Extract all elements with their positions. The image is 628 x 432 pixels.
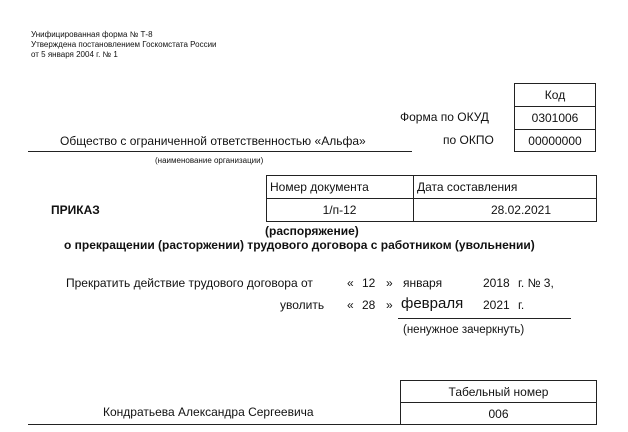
termination-month: января	[403, 276, 443, 290]
termination-quote-open: «	[347, 276, 354, 290]
order-subject: о прекращении (расторжении) трудового договора с работником (увольнении)	[64, 238, 535, 252]
organization-name: Общество с ограниченной ответственностью «Альфа»	[60, 134, 366, 148]
employee-name-underline	[28, 424, 400, 425]
termination-year-suffix: г. № 3,	[518, 276, 554, 290]
employee-name: Кондратьева Александра Сергеевича	[103, 405, 314, 419]
doc-date: 28.02.2021	[490, 203, 551, 217]
okud-value: 0301006	[531, 111, 579, 125]
dismiss-label: уволить	[280, 298, 325, 312]
form-approval-line: Утверждена постановлением Госкомстата России	[31, 40, 217, 49]
termination-label: Прекратить действие трудового договора от	[66, 276, 313, 290]
order-title: ПРИКАЗ	[51, 203, 100, 217]
termination-day: 12	[362, 276, 376, 290]
okpo-value: 00000000	[528, 134, 582, 148]
tab-number-header: Табельный номер	[448, 384, 549, 399]
dismiss-quote-open: «	[347, 298, 354, 312]
organization-underline	[28, 151, 412, 152]
dismiss-year-suffix: г.	[518, 298, 525, 312]
doc-date-header: Дата составления	[417, 180, 518, 194]
form-date-line: от 5 января 2004 г. № 1	[31, 50, 118, 59]
okud-label: Форма по ОКУД	[400, 110, 489, 124]
dismiss-quote-close: »	[386, 298, 393, 312]
form-name-line: Унифицированная форма № Т-8	[31, 30, 153, 39]
tab-number-value: 006	[488, 406, 509, 421]
termination-year: 2018	[483, 276, 510, 290]
organization-caption: (наименование организации)	[155, 156, 264, 165]
order-alt-title: (распоряжение)	[265, 224, 359, 238]
dismiss-month: февраля	[401, 295, 464, 312]
dismiss-note: (ненужное зачеркнуть)	[403, 324, 525, 336]
okpo-label: по ОКПО	[443, 133, 494, 147]
termination-quote-close: »	[386, 276, 393, 290]
dismiss-underline	[398, 318, 571, 319]
doc-number-header: Номер документа	[270, 180, 369, 194]
dismiss-year: 2021	[483, 298, 510, 312]
dismiss-day: 28	[362, 298, 376, 312]
codes-header: Код	[544, 88, 566, 102]
doc-number: 1/п-12	[322, 203, 357, 217]
